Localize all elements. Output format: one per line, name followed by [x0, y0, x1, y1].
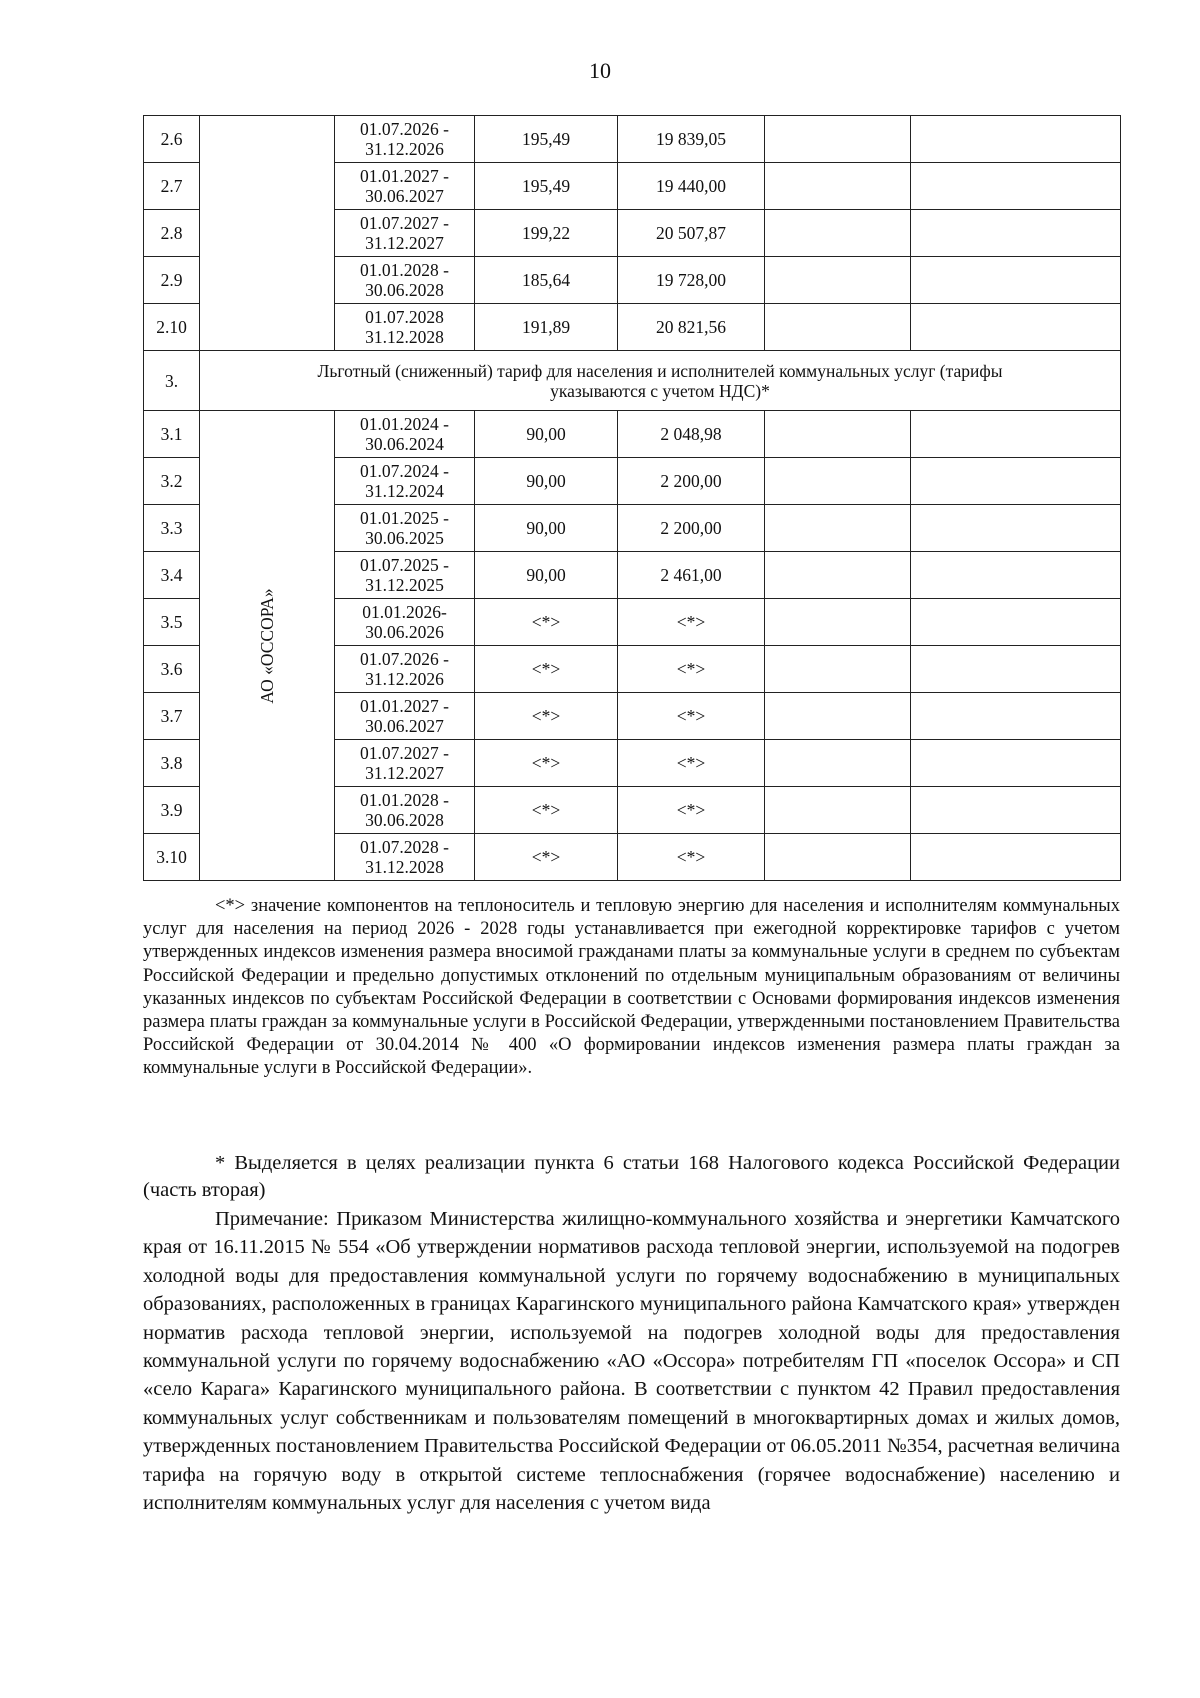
row-number: 3.1 [144, 411, 200, 458]
page-number: 10 [589, 58, 611, 83]
empty-cell [765, 834, 911, 881]
empty-cell [765, 646, 911, 693]
value-cell: 195,49 [475, 116, 618, 163]
value-cell: 191,89 [475, 304, 618, 351]
period-cell: 01.01.2028 - 30.06.2028 [335, 787, 475, 834]
value-cell: 2 200,00 [618, 458, 765, 505]
period-cell: 01.01.2026- 30.06.2026 [335, 599, 475, 646]
row-number: 2.6 [144, 116, 200, 163]
value-cell: <*> [475, 646, 618, 693]
empty-cell [911, 599, 1121, 646]
empty-cell [765, 210, 911, 257]
period-cell: 01.07.2027 - 31.12.2027 [335, 740, 475, 787]
period-cell: 01.01.2027 - 30.06.2027 [335, 693, 475, 740]
tariff-table [143, 115, 1121, 881]
empty-cell [911, 257, 1121, 304]
empty-cell [765, 740, 911, 787]
note [143, 1205, 1120, 1517]
value-cell: 199,22 [475, 210, 618, 257]
footnote-angle-star [143, 895, 1120, 1081]
value-cell: <*> [475, 834, 618, 881]
empty-cell [911, 646, 1121, 693]
row-number: 2.8 [144, 210, 200, 257]
org-name: АО «ОССОРА» [257, 587, 277, 704]
period-cell: 01.01.2024 - 30.06.2024 [335, 411, 475, 458]
value-cell: 90,00 [475, 552, 618, 599]
period-cell: 01.07.2027 - 31.12.2027 [335, 210, 475, 257]
empty-cell [765, 599, 911, 646]
empty-cell [911, 505, 1121, 552]
empty-cell [765, 304, 911, 351]
section-title: Льготный (сниженный) тариф для населения и исполнителей коммунальных услуг (тарифы указываются с учетом НДС)* [200, 351, 1121, 411]
org-cell-empty [200, 116, 335, 351]
empty-cell [765, 257, 911, 304]
value-cell: 19 440,00 [618, 163, 765, 210]
value-cell: 2 048,98 [618, 411, 765, 458]
row-number: 3.6 [144, 646, 200, 693]
empty-cell [911, 163, 1121, 210]
value-cell: 19 728,00 [618, 257, 765, 304]
period-cell: 01.01.2025 - 30.06.2025 [335, 505, 475, 552]
empty-cell [911, 116, 1121, 163]
table-row [144, 411, 1121, 458]
empty-cell [765, 458, 911, 505]
empty-cell [911, 693, 1121, 740]
value-cell: 2 200,00 [618, 505, 765, 552]
row-number: 3.4 [144, 552, 200, 599]
empty-cell [911, 834, 1121, 881]
period-cell: 01.07.2026 - 31.12.2026 [335, 116, 475, 163]
value-cell: 2 461,00 [618, 552, 765, 599]
empty-cell [911, 210, 1121, 257]
value-cell: 185,64 [475, 257, 618, 304]
period-cell: 01.07.2024 - 31.12.2024 [335, 458, 475, 505]
value-cell: <*> [618, 693, 765, 740]
period-cell: 01.07.2028 31.12.2028 [335, 304, 475, 351]
value-cell: 195,49 [475, 163, 618, 210]
value-cell: 19 839,05 [618, 116, 765, 163]
row-number: 3.10 [144, 834, 200, 881]
value-cell: <*> [618, 740, 765, 787]
value-cell: <*> [618, 787, 765, 834]
value-cell: 90,00 [475, 458, 618, 505]
empty-cell [765, 163, 911, 210]
empty-cell [765, 693, 911, 740]
empty-cell [765, 505, 911, 552]
empty-cell [911, 458, 1121, 505]
table-row [144, 116, 1121, 163]
value-cell: <*> [475, 787, 618, 834]
empty-cell [765, 411, 911, 458]
value-cell: <*> [475, 599, 618, 646]
value-cell: 90,00 [475, 505, 618, 552]
row-number: 2.10 [144, 304, 200, 351]
value-cell: <*> [618, 646, 765, 693]
empty-cell [765, 552, 911, 599]
row-number: 3.7 [144, 693, 200, 740]
footnote-star [143, 1150, 1120, 1204]
value-cell: 90,00 [475, 411, 618, 458]
row-number: 3.5 [144, 599, 200, 646]
row-number: 2.9 [144, 257, 200, 304]
empty-cell [765, 787, 911, 834]
period-cell: 01.07.2026 - 31.12.2026 [335, 646, 475, 693]
empty-cell [911, 411, 1121, 458]
empty-cell [911, 740, 1121, 787]
period-cell: 01.07.2025 - 31.12.2025 [335, 552, 475, 599]
org-cell [200, 411, 335, 881]
row-number: 3.9 [144, 787, 200, 834]
empty-cell [911, 304, 1121, 351]
period-cell: 01.07.2028 - 31.12.2028 [335, 834, 475, 881]
value-cell: <*> [618, 599, 765, 646]
empty-cell [765, 116, 911, 163]
empty-cell [911, 552, 1121, 599]
footnote-star-text: * Выделяется в целях реализации пункта 6 статьи 168 Налогового кодекса Российской Федерации (часть вторая) [143, 1152, 1120, 1201]
empty-cell [911, 787, 1121, 834]
note-text: Примечание: Приказом Министерства жилищно-коммунального хозяйства и энергетики Камчатского края от 16.11.2015 № 554 «Об утверждении нормативов расхода тепловой энергии, используемой на подогрев холодной воды для предоставления коммунальной услуги по горячему водоснабжению в муниципальных образованиях, расположенных в границах Карагинского муниципального района Камчатского края» утвержден норматив расхода тепловой энергии, используемой на подогрев холодной воды для предоставления коммунальной услуги по горячему водоснабжению «АО «Оссора» потребителям ГП «поселок Оссора» и СП «село Карага» Карагинского муниципального района. В соответствии с пунктом 42 Правил предоставления коммунальных услуг собственникам и пользователям помещений в многоквартирных домах и жилых домов, утвержденных постановлением Правительства Российской Федерации от 06.05.2011 №354, расчетная величина тарифа на горячую воду в открытой системе теплоснабжения (горячее водоснабжение) населению и исполнителям коммунальных услуг для населения с учетом вида [143, 1208, 1120, 1515]
period-cell: 01.01.2028 - 30.06.2028 [335, 257, 475, 304]
row-number: 3.8 [144, 740, 200, 787]
row-number: 3.2 [144, 458, 200, 505]
row-number: 3.3 [144, 505, 200, 552]
value-cell: <*> [475, 740, 618, 787]
section-number: 3. [144, 351, 200, 411]
period-cell: 01.01.2027 - 30.06.2027 [335, 163, 475, 210]
value-cell: 20 507,87 [618, 210, 765, 257]
value-cell: <*> [618, 834, 765, 881]
section-row [144, 351, 1121, 411]
row-number: 2.7 [144, 163, 200, 210]
footnote-angle-star-text: <*> значение компонентов на теплоноситель и тепловую энергию для населения и исполнителям коммунальных услуг для населения на период 2026 - 2028 годы устанавливается при ежегодной корректировке тарифов с учетом утвержденных индексов изменения размера вносимой гражданами платы за коммунальные услуги в среднем по субъектам Российской Федерации и предельно допустимых отклонений по отдельным муниципальным образованиям от величины указанных индексов по субъектам Российской Федерации в соответствии с Основами формирования индексов изменения размера платы граждан за коммунальные услуги в Российской Федерации, утвержденными постановлением Правительства Российской Федерации от 30.04.2014 № 400 «О формировании индексов изменения размера платы граждан за коммунальные услуги в Российской Федерации». [143, 896, 1120, 1079]
value-cell: <*> [475, 693, 618, 740]
value-cell: 20 821,56 [618, 304, 765, 351]
